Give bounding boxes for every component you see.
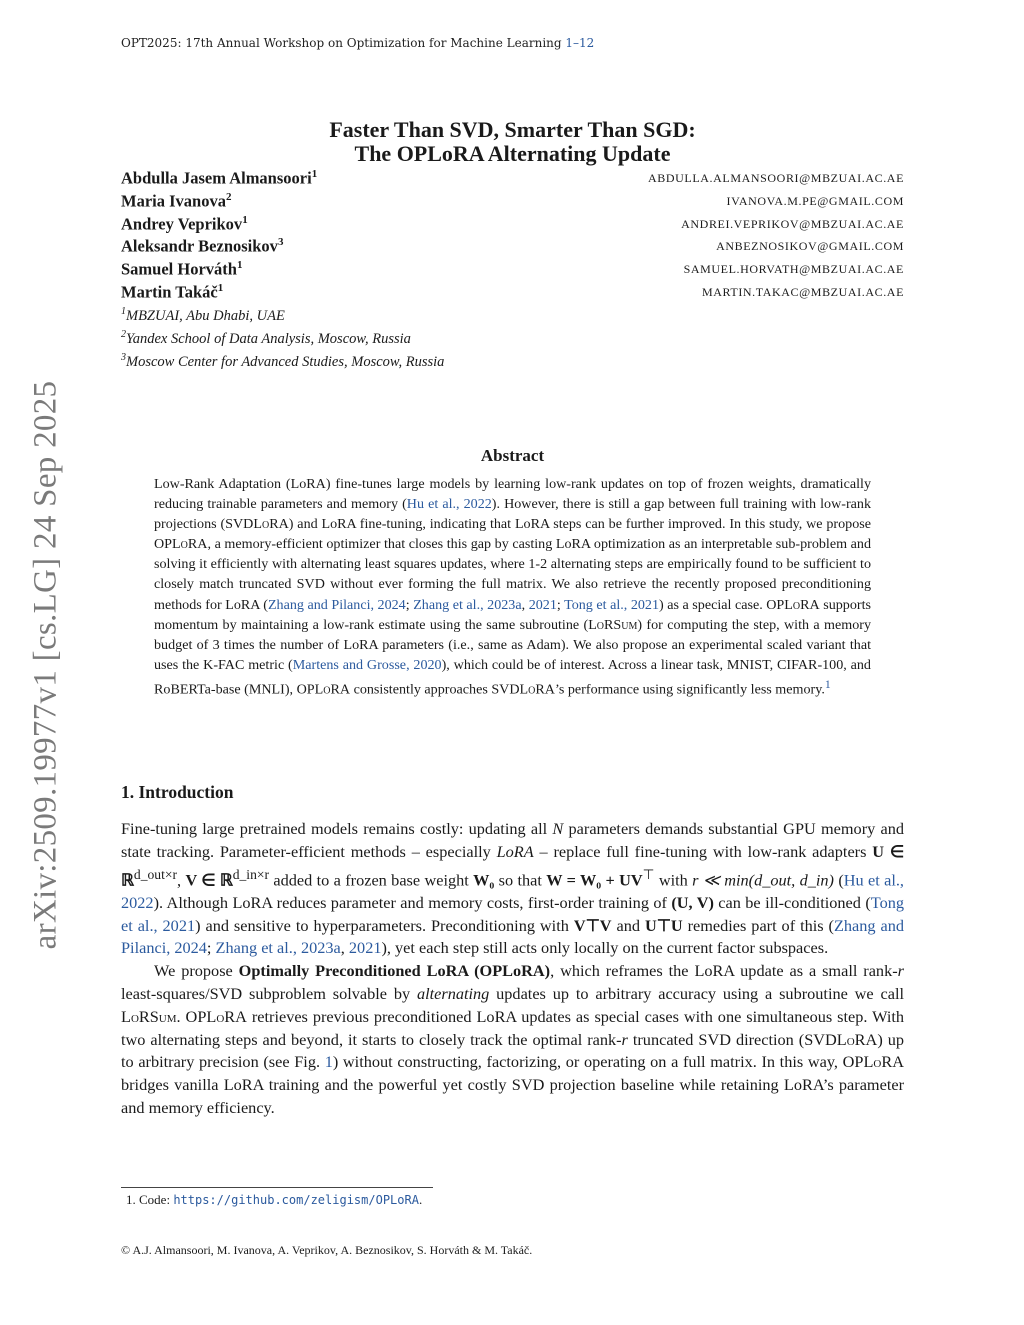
affiliation: $^2$Yandex School of Data Analysis, Moscow, Russia — [121, 329, 411, 347]
title-line-2: The OPLoRA Alternating Update — [354, 141, 671, 166]
title-line-1: Faster Than SVD, Smarter Than SGD: — [329, 117, 696, 142]
introduction-body — [121, 818, 904, 1120]
citation-link[interactable]: Zhang et al., 2023a — [215, 938, 341, 958]
citation-link[interactable]: Tong et al., 2021 — [564, 596, 660, 613]
footnote-marker-link[interactable]: 1 — [824, 677, 831, 691]
section-number: 1. — [121, 782, 135, 802]
citation-link[interactable]: Hu et al., 2022 — [121, 870, 905, 912]
footnote-divider — [121, 1187, 433, 1188]
page-range-link[interactable]: 1–12 — [565, 36, 595, 50]
author-name: Samuel Horváth$^1$ — [121, 259, 243, 279]
affiliation-list — [121, 306, 721, 375]
section-title: Introduction — [138, 782, 234, 802]
author-email[interactable]: IVANOVA.M.PE@GMAIL.COM — [726, 193, 904, 208]
citation-link[interactable]: Martens and Grosse, 2020 — [292, 656, 442, 673]
author-email[interactable]: ANDREI.VEPRIKOV@MBZUAI.AC.AE — [681, 216, 904, 231]
author-list — [121, 168, 904, 305]
author-name: Maria Ivanova$^2$ — [121, 190, 232, 211]
author-name: Martin Takáč$^1$ — [121, 281, 224, 302]
citation-link[interactable]: 2021 — [528, 596, 557, 613]
author-row — [121, 168, 904, 191]
affiliation: $^3$Moscow Center for Advanced Studies, Moscow, Russia — [121, 352, 445, 370]
citation-link[interactable]: Zhang and Pilanci, 2024 — [121, 915, 905, 958]
author-row — [121, 214, 904, 237]
abstract-heading: Abstract — [480, 446, 545, 465]
author-email[interactable]: SAMUEL.HORVATH@MBZUAI.AC.AE — [683, 262, 904, 277]
author-row — [121, 282, 904, 305]
citation-link[interactable]: Zhang and Pilanci, 2024 — [267, 596, 406, 613]
citation-link[interactable]: Hu et al., 2022 — [406, 496, 492, 513]
footnote-label: Code: — [139, 1192, 174, 1207]
intro-paragraph-2: We propose Optimally Preconditioned LoRA (OPLoRA), which reframes the LoRA update as a small rank-r least-squares/SVD subproblem solvable by alternating updates up to arbitrary accuracy using a subroutine we call LoRSum. OPLoRA retrieves previous preconditioned LoRA updates as special cases with one simultaneous step. With two alternating steps and beyond, it starts to closely track the optimal rank-r truncated SVD direction (SVDLoRA) up to arbitrary precision (see Fig. 1) without constructing, factorizing, or operating on a full matrix. In this way, OPLoRA bridges vanilla LoRA training and the powerful yet costly SVD projection baseline while retaining LoRA’s parameter and memory efficiency. — [121, 961, 905, 1117]
code-repository-link[interactable]: https://github.com/zeligism/OPLoRA — [173, 1193, 419, 1207]
footnote: 1. Code: https://github.com/zeligism/OPLoRA. — [126, 1192, 423, 1207]
affiliation: $^1$MBZUAI, Abu Dhabi, UAE — [121, 306, 285, 324]
footnote-number: 1. — [126, 1192, 136, 1207]
author-email[interactable]: MARTIN.TAKAC@MBZUAI.AC.AE — [701, 284, 904, 299]
figure-reference-link[interactable]: 1 — [324, 1052, 333, 1072]
running-head — [121, 36, 594, 50]
author-email[interactable]: ANBEZNOSIKOV@GMAIL.COM — [716, 239, 904, 254]
author-name: Aleksandr Beznosikov$^3$ — [121, 236, 284, 256]
author-row — [121, 236, 904, 259]
arxiv-identifier-stamp — [26, 372, 66, 957]
paper-title — [121, 118, 904, 166]
author-name: Andrey Veprikov$^1$ — [121, 213, 248, 234]
section-heading — [121, 782, 233, 803]
citation-link[interactable]: 2021 — [348, 938, 382, 958]
author-name: Abdulla Jasem Almansoori$^1$ — [121, 168, 318, 188]
author-row — [121, 191, 904, 214]
abstract-body: Low-Rank Adaptation (LoRA) fine-tunes large models by learning low-rank updates on top of frozen weights, dramatically reducing trainable parameters and memory (Hu et al., 2022). However, there is still a gap between full training with low-rank projections (SVDLoRA) and LoRA fine-tuning, indicating that LoRA steps can be further improved. In this study, we propose OPLoRA, a memory-efficient optimizer that closes this gap by casting LoRA optimization as an interpretable sub-problem and solving it efficiently with alternating least squares updates, where 1-2 alternating steps are empirically found to be sufficient to closely match truncated SVD without ever forming the full matrix. We also retrieve the recently proposed preconditioning methods for LoRA (Zhang and Pilanci, 2024; Zhang et al., 2023a, 2021; Tong et al., 2021) as a special case. OPLoRA supports momentum by maintaining a low-rank estimate using the same subroutine (LoRSum) for computing the step, with a memory budget of 3 times the number of LoRA parameters (i.e., same as Adam). We also propose an experimental scaled variant that uses the K-FAC metric (Martens and Grosse, 2020), which could be of interest. Across a linear task, MNIST, CIFAR-100, and RoBERTa-base (MNLI), OPLoRA consistently approaches SVDLoRA’s performance using significantly less memory.$^1$ — [154, 476, 871, 698]
venue-name: OPT2025: 17th Annual Workshop on Optimization for Machine Learning — [121, 36, 562, 50]
author-email[interactable]: ABDULLA.ALMANSOORI@MBZUAI.AC.AE — [648, 171, 904, 185]
arxiv-identifier-text: arXiv:2509.19977v1 [cs.LG] 24 Sep 2025 — [27, 380, 64, 949]
citation-link[interactable]: Zhang et al., 2023a — [413, 596, 522, 613]
copyright-notice: © A.J. Almansoori, M. Ivanova, A. Veprikov, A. Beznosikov, S. Horváth & M. Takáč. — [121, 1243, 533, 1257]
intro-paragraph-1: Fine-tuning large pretrained models remains costly: updating all N parameters demands substantial GPU memory and state tracking. Parameter-efficient methods – especially LoRA – replace full fine-tuning with low-rank adapters U ∈ ℝ$^{d\_out\times r}$, V ∈ ℝ$^{d\_in\times r}$ added to a frozen base weight W₀ so that W = W₀ + UV⊤ with r ≪ min(d_out, d_in) (Hu et al., 2022). Although LoRA reduces parameter and memory costs, first-order training of (U, V) can be ill-conditioned (Tong et al., 2021) and sensitive to hyperparameters. Preconditioning with V⊤V and U⊤U remedies part of this (Zhang and Pilanci, 2024; Zhang et al., 2023a, 2021), yet each step still acts only locally on the current factor subspaces. — [121, 819, 905, 958]
author-row — [121, 259, 904, 282]
citation-link[interactable]: Tong et al., 2021 — [121, 892, 904, 935]
